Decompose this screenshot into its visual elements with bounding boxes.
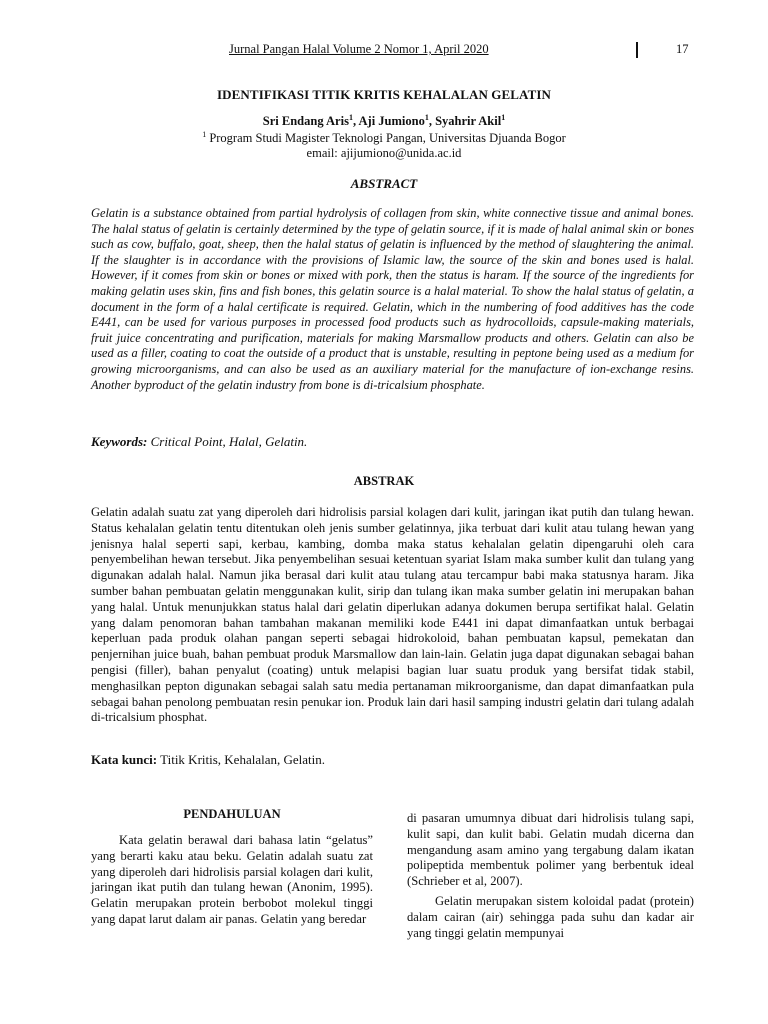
journal-name: Jurnal Pangan Halal Volume 2 Nomor 1, April 2020 <box>229 42 489 56</box>
affiliation-text: Program Studi Magister Teknologi Pangan, Universitas Djuanda Bogor <box>206 131 566 146</box>
author-separator: , <box>352 114 359 129</box>
keywords-label: Keywords: <box>91 434 148 449</box>
author-name: Sri Endang Aris <box>262 114 349 129</box>
section-heading-pendahuluan: PENDAHULUAN <box>183 807 281 821</box>
paper-title: IDENTIFIKASI TITIK KRITIS KEHALALAN GELATIN <box>217 87 551 102</box>
abstract-text: Gelatin is a substance obtained from partial hydrolysis of collagen from skin, white connective tissue and animal bones. The halal status of gelatin is certainly determined by the type of gelatin source, if it is made of halal animal skin or bones such as cow, buffalo, goat, sheep, then the halal status of gelatin is influenced by the method of slaughtering the animal. If the slaughter is in accordance with the provisions of Islamic law, the source of the skin and bones used is halal. However, if it comes from skin or bones or mixed with pork, then the status is haram. If the source of the ingredients for making gelatin uses skin, fins and fish bones, this gelatin source is a halal material. To show the halal status of gelatin, a document in the form of a halal certificate is required. Gelatin, which in the numbering of food additives has the code E441, can be used for various purposes in processed food products such as hydrocolloids, capsule-making materials, fruit juice concentrating and purification, materials for making Marsmallow products and others. Gelatin can also be used as a filler, coating to coat the outside of a product that is unstable, resulting in peptone being used as a medium for growing microorganisms, and can also be used as an auxiliary material for the manufacture of ion-exchange resins. Another byproduct of the gelatin industry from bone is di-tricalsium phosphate. <box>91 206 694 392</box>
kata-kunci-label: Kata kunci: <box>91 752 158 767</box>
author-affiliation-mark: 1 <box>501 113 506 122</box>
right-column <box>407 811 694 941</box>
abstrak-heading: ABSTRAK <box>353 474 415 488</box>
body-paragraph: di pasaran umumnya dibuat dari hidrolisis tulang sapi, kulit sapi, dan kulit babi. Gelatin mudah dicerna dan mengandung asam amino yang tergabung dalam ikatan polipeptida membentuk polimer yang berbentuk ideal (Schrieber et al, 2007). <box>407 811 694 889</box>
author-name: Syahrir Akil <box>435 114 502 129</box>
contact-email: email: ajijumiono@unida.ac.id <box>306 146 462 160</box>
page-number: 17 <box>676 42 689 56</box>
author-name: Aji Jumiono <box>358 114 425 129</box>
kata-kunci <box>91 752 694 768</box>
header-separator-bar <box>636 42 638 58</box>
author-separator: , <box>428 114 436 129</box>
affiliation-mark: 1 <box>202 130 207 139</box>
keywords-values: Critical Point, Halal, Gelatin. <box>147 434 308 449</box>
author-affiliation-mark: 1 <box>424 113 429 122</box>
running-header <box>229 42 489 57</box>
author-list <box>0 113 768 129</box>
left-column <box>91 807 373 928</box>
abstrak-text: Gelatin adalah suatu zat yang diperoleh dari hidrolisis parsial kolagen dari kulit, jaringan ikat putih dan tulang hewan. Status kehalalan gelatin tentu ditentukan oleh jenis sumber gelatinnya, jika terbuat dari kulit atau tulang hewan yang jenisnya halal seperti sapi, kerbau, kambing, domba maka status kehalalan gelatin dipengaruhi oleh cara penyembelihan hewan tersebut. Jika penyembelihan sesuai ketentuan syariat Islam maka sumber kulit dan tulang yang digunakan adalah halal. Namun jika berasal dari kulit atau tulang atau tercampur babi maka statusnya haram. Jika sumber bahan pembuatan gelatin menggunakan kulit, sirip dan tulang ikan maka sumber gelatin ini merupakan bahan yang halal. Untuk menunjukkan status halal dari gelatin diperlukan adanya dokumen berupa sertifikat halal. Gelatin yang dalam penomoran bahan tambahan makanan memiliki kode E441 ini dapat dimanfaatkan untuk berbagai keperluan pada produk olahan pangan seperti sebagai hidrokoloid, bahan pembuatan kapsul, pemekatan dan penjernihan juice buah, bahan pembuat produk Marsmallow dan lain-lain. Gelatin juga dapat digunakan sebagai bahan pengisi (filler), bahan penyalut (coating) untuk melapisi bagian luar suatu produk yang bersifat tidak stabil, menghasilkan pepton digunakan sebagai salah satu media pertanaman mikroorganisme, dan dapat dimanfaatkan pula sebagai bahan penolong pembuatan resin penukar ion. Produk lain dari hasil samping industri gelatin dari tulang adalah di-tricalsium phosphat. <box>91 505 694 725</box>
affiliation <box>0 130 768 146</box>
body-paragraph: Gelatin merupakan sistem koloidal padat (protein) dalam cairan (air) sehingga pada suhu dan kadar air yang tinggi gelatin mempunyai <box>407 893 694 940</box>
abstract-heading: ABSTRACT <box>350 176 418 191</box>
kata-kunci-values: Titik Kritis, Kehalalan, Gelatin. <box>157 752 325 767</box>
keywords <box>91 434 694 450</box>
author-affiliation-mark: 1 <box>348 113 353 122</box>
body-paragraph: Kata gelatin berawal dari bahasa latin “gelatus” yang berarti kaku atau beku. Gelatin adalah suatu zat yang diperoleh dari hidrolisis parsial kolagen dari kulit, jaringan ikat putih dan tulang hewan (Anonim, 1995). Gelatin merupakan protein berbobot molekul tinggi yang dapat larut dalam air panas. Gelatin yang beredar <box>91 833 373 926</box>
